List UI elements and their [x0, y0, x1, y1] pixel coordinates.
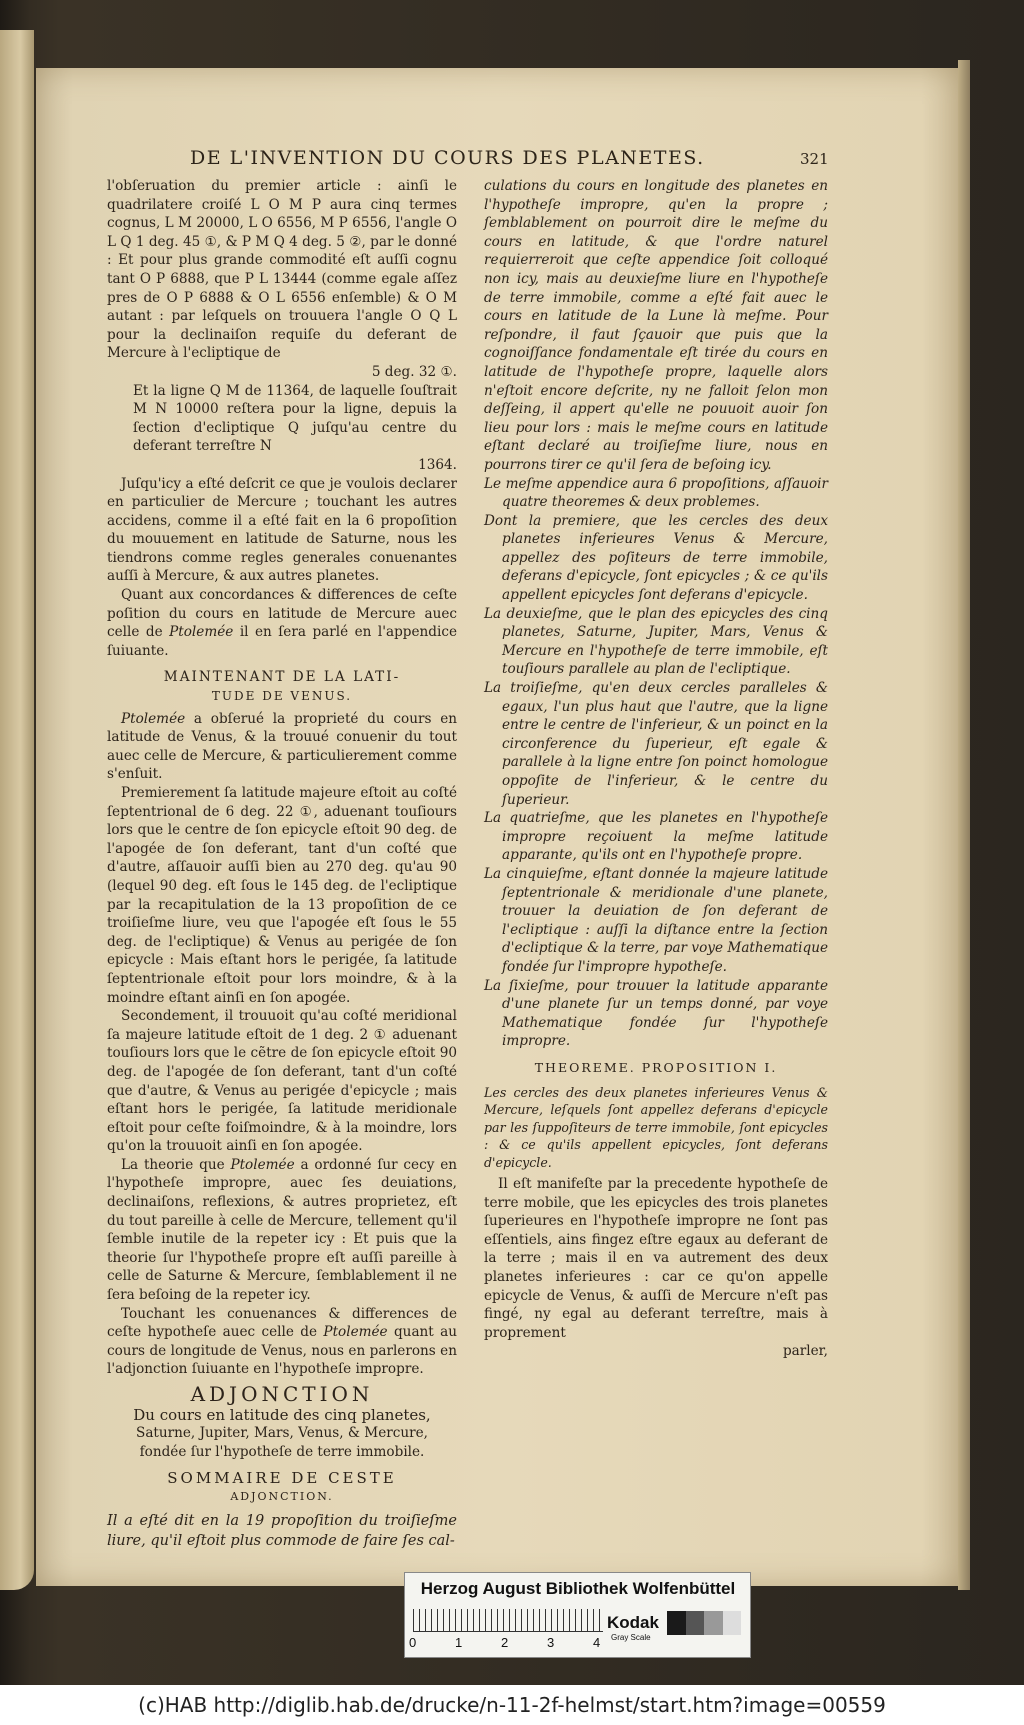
gray-patch: [723, 1611, 742, 1635]
ruler-tick-label: 4: [593, 1635, 601, 1650]
card-title: Herzog August Bibliothek Wolfenbüttel: [420, 1579, 736, 1598]
ruler-tick-label: 1: [455, 1635, 463, 1650]
color-reference-card: [404, 1572, 751, 1658]
ruler-tick-label: 0: [409, 1635, 417, 1650]
paragraph: [107, 1305, 457, 1379]
paragraph-text: Touchant les conuenances & differences de ceſte hypotheſe auec celle de: [107, 1305, 457, 1341]
gray-patch: [704, 1611, 723, 1635]
ptolemee-name: Ptolemée: [230, 1156, 295, 1173]
proposition-summary: La ſixieſme, pour trouuer la latitude apparante d'une planete ſur un temps donné, par voye Mathematique fondée ſur l'hypotheſe impropre.: [484, 977, 828, 1050]
section-heading: [107, 668, 457, 705]
section-heading-line: MAINTENANT DE LA LATI-: [163, 669, 401, 686]
paragraph-text: La theorie que: [121, 1156, 225, 1173]
theorem-heading: THEOREME. PROPOSITION I.: [534, 1059, 778, 1075]
proposition-summary: La cinquieſme, eſtant donnée la majeure latitude ſeptentrionale & meridionale d'une planete, trouuer la deuiation de ſon deferant de l'ecliptique : auſſi la diſtance entre la ſection d'ecliptique & la terre, par voye Mathematique fondée ſur l'impropre hypotheſe.: [484, 865, 828, 975]
paragraph-text: Quant aux concordances & differences de ceſte poſition du cours en latitude de Mercure auec celle de: [107, 587, 457, 641]
paragraph-text: il en ſera parlé en l'appendice ſuiuante.: [107, 624, 458, 659]
paragraph-text: quant au cours de longitude de Venus, nous en parlerons en l'adjonction ſuiuante en l'hypotheſe impropre.: [107, 1324, 457, 1378]
catchword: parler,: [782, 1343, 828, 1360]
paragraph-text: a ordonné ſur cecy en l'hypotheſe impropre, auec ſes deuiations, declinaiſons, reflexions, & autres proprietez, eſt du tout pareille à celle de Mercure, tellement qu'il ſemble inutile de la repeter icy : Et puis que la theorie ſur l'hypotheſe propre eſt auſſi pareille à celle de Saturne & Mercure, ſemblablement il ne ſera beſoing de la repeter icy.: [107, 1156, 457, 1304]
paragraph: Il eſt manifeſte par la precedente hypotheſe de terre mobile, que les epicycles des trois planetes ſuperieures en l'hypotheſe impropre ne ſont pas eſſentiels, ains fingez eſtre egaux au deferant de la terre ; mais il en va autrement des deux planetes inferieures : car ce qu'on appelle epicycle de Venus, & auſſi de Mercure n'eſt pas fingé, ny egal au deferant terreſtre, mais à proprement: [484, 1176, 828, 1341]
ruler-tick-label: 3: [547, 1635, 555, 1650]
paragraph: Secondement, il trouuoit qu'au coſté meridional ſa majeure latitude eſtoit de 1 deg. 2 ① aduenant touſiours lors que le cẽtre de ſon epicycle eſtoit 90 deg. de l'apogée de ſon deferant, tant d'un coſté que d'autre, & Venus au perigée d'epicycle ; mais eſtant hors le perigée, ſa latitude meridionale eſtoit pour ceſte foiſmoindre, & à la moindre, lors qu'on la trouuoit ainſi en ſon apogée.: [107, 1008, 457, 1155]
proposition-summary: La troiſieſme, qu'en deux cercles paralleles & egaux, l'un plus haut que l'autre, que la ligne entre le centre de l'inferieur, & un poinct en la circonference du ſuperieur, eſt egale & parallele à la ligne entre ſon poinct homologue oppoſite de l'inferieur, & le centre du ſuperieur.: [484, 680, 828, 808]
paragraph: [107, 1156, 457, 1305]
ruler-scale: [413, 1609, 603, 1632]
paragraph: Il a eſté dit en la 19 propoſition du troiſieſme liure, qu'il eſtoit plus commode de faire ſes cal-: [107, 1512, 457, 1549]
running-head: DE L'INVENTION DU COURS DES PLANETES.: [190, 147, 705, 169]
gray-scale-patches: [667, 1611, 741, 1635]
page-number: 321: [800, 150, 829, 168]
ptolemee-name: Ptolemée: [323, 1324, 388, 1341]
left-page-edge: [0, 30, 34, 1590]
kodak-logo: Kodak: [607, 1613, 659, 1632]
paragraph: [107, 177, 457, 382]
adjonction-subtitle: Du cours en latitude des cinq planetes,: [133, 1405, 431, 1424]
section-heading-line: TUDE DE VENUS.: [211, 689, 353, 704]
gray-scale-label: Gray Scale: [611, 1633, 651, 1642]
adjonction-subtitle: Saturne, Jupiter, Mars, Venus, & Mercure,: [136, 1425, 428, 1442]
value-text: 1364.: [418, 456, 457, 473]
proposition-summary: La deuxieſme, que le plan des epicycles des cinq planetes, Saturne, Jupiter, Mars, Venus & Mercure en l'hypotheſe de terre immobile, eſt touſiours parallele au plan de l'ecliptique.: [484, 605, 828, 678]
footer-caption: (c)HAB http://diglib.hab.de/drucke/n-11-2f-helmst/start.htm?image=00559: [0, 1685, 1024, 1725]
paragraph: [107, 586, 457, 660]
adjonction-subtitle: fondée ſur l'hypotheſe de terre immobile.: [139, 1443, 425, 1460]
ptolemee-name: Ptolemée: [121, 710, 186, 727]
summary-title: SOMMAIRE DE CESTE: [167, 1469, 397, 1488]
right-column: [484, 177, 828, 1361]
proposition-summary: Le meſme appendice aura 6 propoſitions, aſſauoir quatre theoremes & deux problemes.: [484, 475, 828, 511]
paragraph: culations du cours en longitude des planetes en l'hypotheſe impropre, qu'en la propre ; ſemblablement on pourroit dire le meſme du cours en latitude, & que l'ordre naturel requierreroit que ceſte appendice ſoit colloqué non icy, mais au deuxieſme liure en l'hypotheſe de terre immobile, comme a eſté fait auec le cours en latitude de la Lune là meſme. Pour reſpondre, il faut ſçauoir que puis que la cognoiſſance fondamentale eſt tirée du cours en latitude de l'hypotheſe propre, laquelle alors n'eſtoit encore deſcrite, ny ne falloit ſelon mon deſſeing, il appert qu'elle ne pouuoit auoir ſon lieu pour lors : mais le meſme cours en latitude eſtant declaré au troiſieſme liure, nous en pourrons tirer ce qu'il ſera de beſoing icy.: [484, 178, 828, 473]
paragraph: Premierement ſa latitude majeure eſtoit au coſté ſeptentrional de 6 deg. 22 ①, aduenant touſiours lors que le centre de ſon epicycle eſtoit 90 deg. de l'apogée de ſon deferant, tant d'un coſté que d'autre, aſſauoir auſſi bien au 270 deg. qu'au 90 (lequel 90 deg. eſt ſous le 145 deg. de l'ecliptique par la recapitulation de la 13 propoſition de ce troiſieſme liure, veu que l'apogée eſt ſous le 55 deg. de l'ecliptique) & Venus au perigée de ſon epicycle : Mais eſtant hors le perigée, ſa latitude ſeptentrionale eſtoit pour lors moindre, & à la moindre eſtant ainſi en ſon apogée.: [107, 785, 457, 1006]
paragraph: [107, 710, 457, 784]
summary-title-line-2: ADJONCTION.: [230, 1489, 334, 1503]
proposition-summary: La quatrieſme, que les planetes en l'hypotheſe impropre reçoiuent la meſme latitude apparante, qu'ils ont en l'hypotheſe propre.: [484, 810, 828, 864]
paragraph: Juſqu'icy a eſté deſcrit ce que je voulois declarer en particulier de Mercure ; touchant les autres accidens, comme il a eſté fait en la 6 propoſition du mouuement en latitude de Saturne, nous les tiendrons comme regles generales conuenantes auſſi à Mercure, & aux autres planetes.: [107, 475, 457, 585]
proposition-summary: Dont la premiere, que les cercles des deux planetes inferieures Venus & Mercure, appellez des poſiteurs de terre immobile, deferans d'epicycle, ſont epicycles ; & ce qu'ils appellent epicycles ſont deferans d'epicycle.: [484, 512, 828, 604]
theorem-statement: Les cercles des deux planetes inferieures Venus & Mercure, leſquels ſont appellez deferans d'epicycle par les ſuppoſiteurs de terre immobile, ſont epicycles : & ce qu'ils appellent epicycles, ſont deferans d'epicycle.: [484, 1084, 828, 1170]
adjonction-title: ADJONCTION: [190, 1382, 374, 1406]
ruler-tick-label: 2: [501, 1635, 509, 1650]
paragraph-text: a obſerué la proprieté du cours en latitude de Venus, & la trouué conuenir du tout auec celle de Mercure, & particulierement comme s'enſuit.: [107, 710, 457, 783]
left-column: [107, 177, 457, 1551]
page-edge-right: [958, 60, 970, 1590]
paragraph-text: l'obſeruation du premier article : ainſi le quadrilatere croiſé L O M P aura cinq termes cognus, L M 20000, L O 6556, M P 6556, l'angle O L Q 1 deg. 45 ①, & P M Q 4 deg. 5 ②, par le donné : Et pour plus grande commodité eſt auſſi cognu tant O P 6888, que P L 13444 (comme egale aſſez pres de O P 6888 & O L 6556 enſemble) & O M autant : par leſquels on trouuera l'angle O Q L pour la declinaiſon requiſe du deferant de Mercure à l'ecliptique de: [107, 178, 457, 362]
value-text: 5 deg. 32 ①.: [371, 363, 457, 380]
paragraph-text: Et la ligne Q M de 11364, de laquelle ſouſtrait M N 10000 reſtera pour la ligne, depuis la ſection d'ecliptique Q juſqu'au centre du deferant terreſtre N: [133, 382, 457, 455]
gray-patch: [686, 1611, 705, 1635]
paragraph: [107, 382, 457, 475]
ptolemee-name: Ptolemée: [169, 624, 234, 641]
gray-patch: [667, 1611, 686, 1635]
